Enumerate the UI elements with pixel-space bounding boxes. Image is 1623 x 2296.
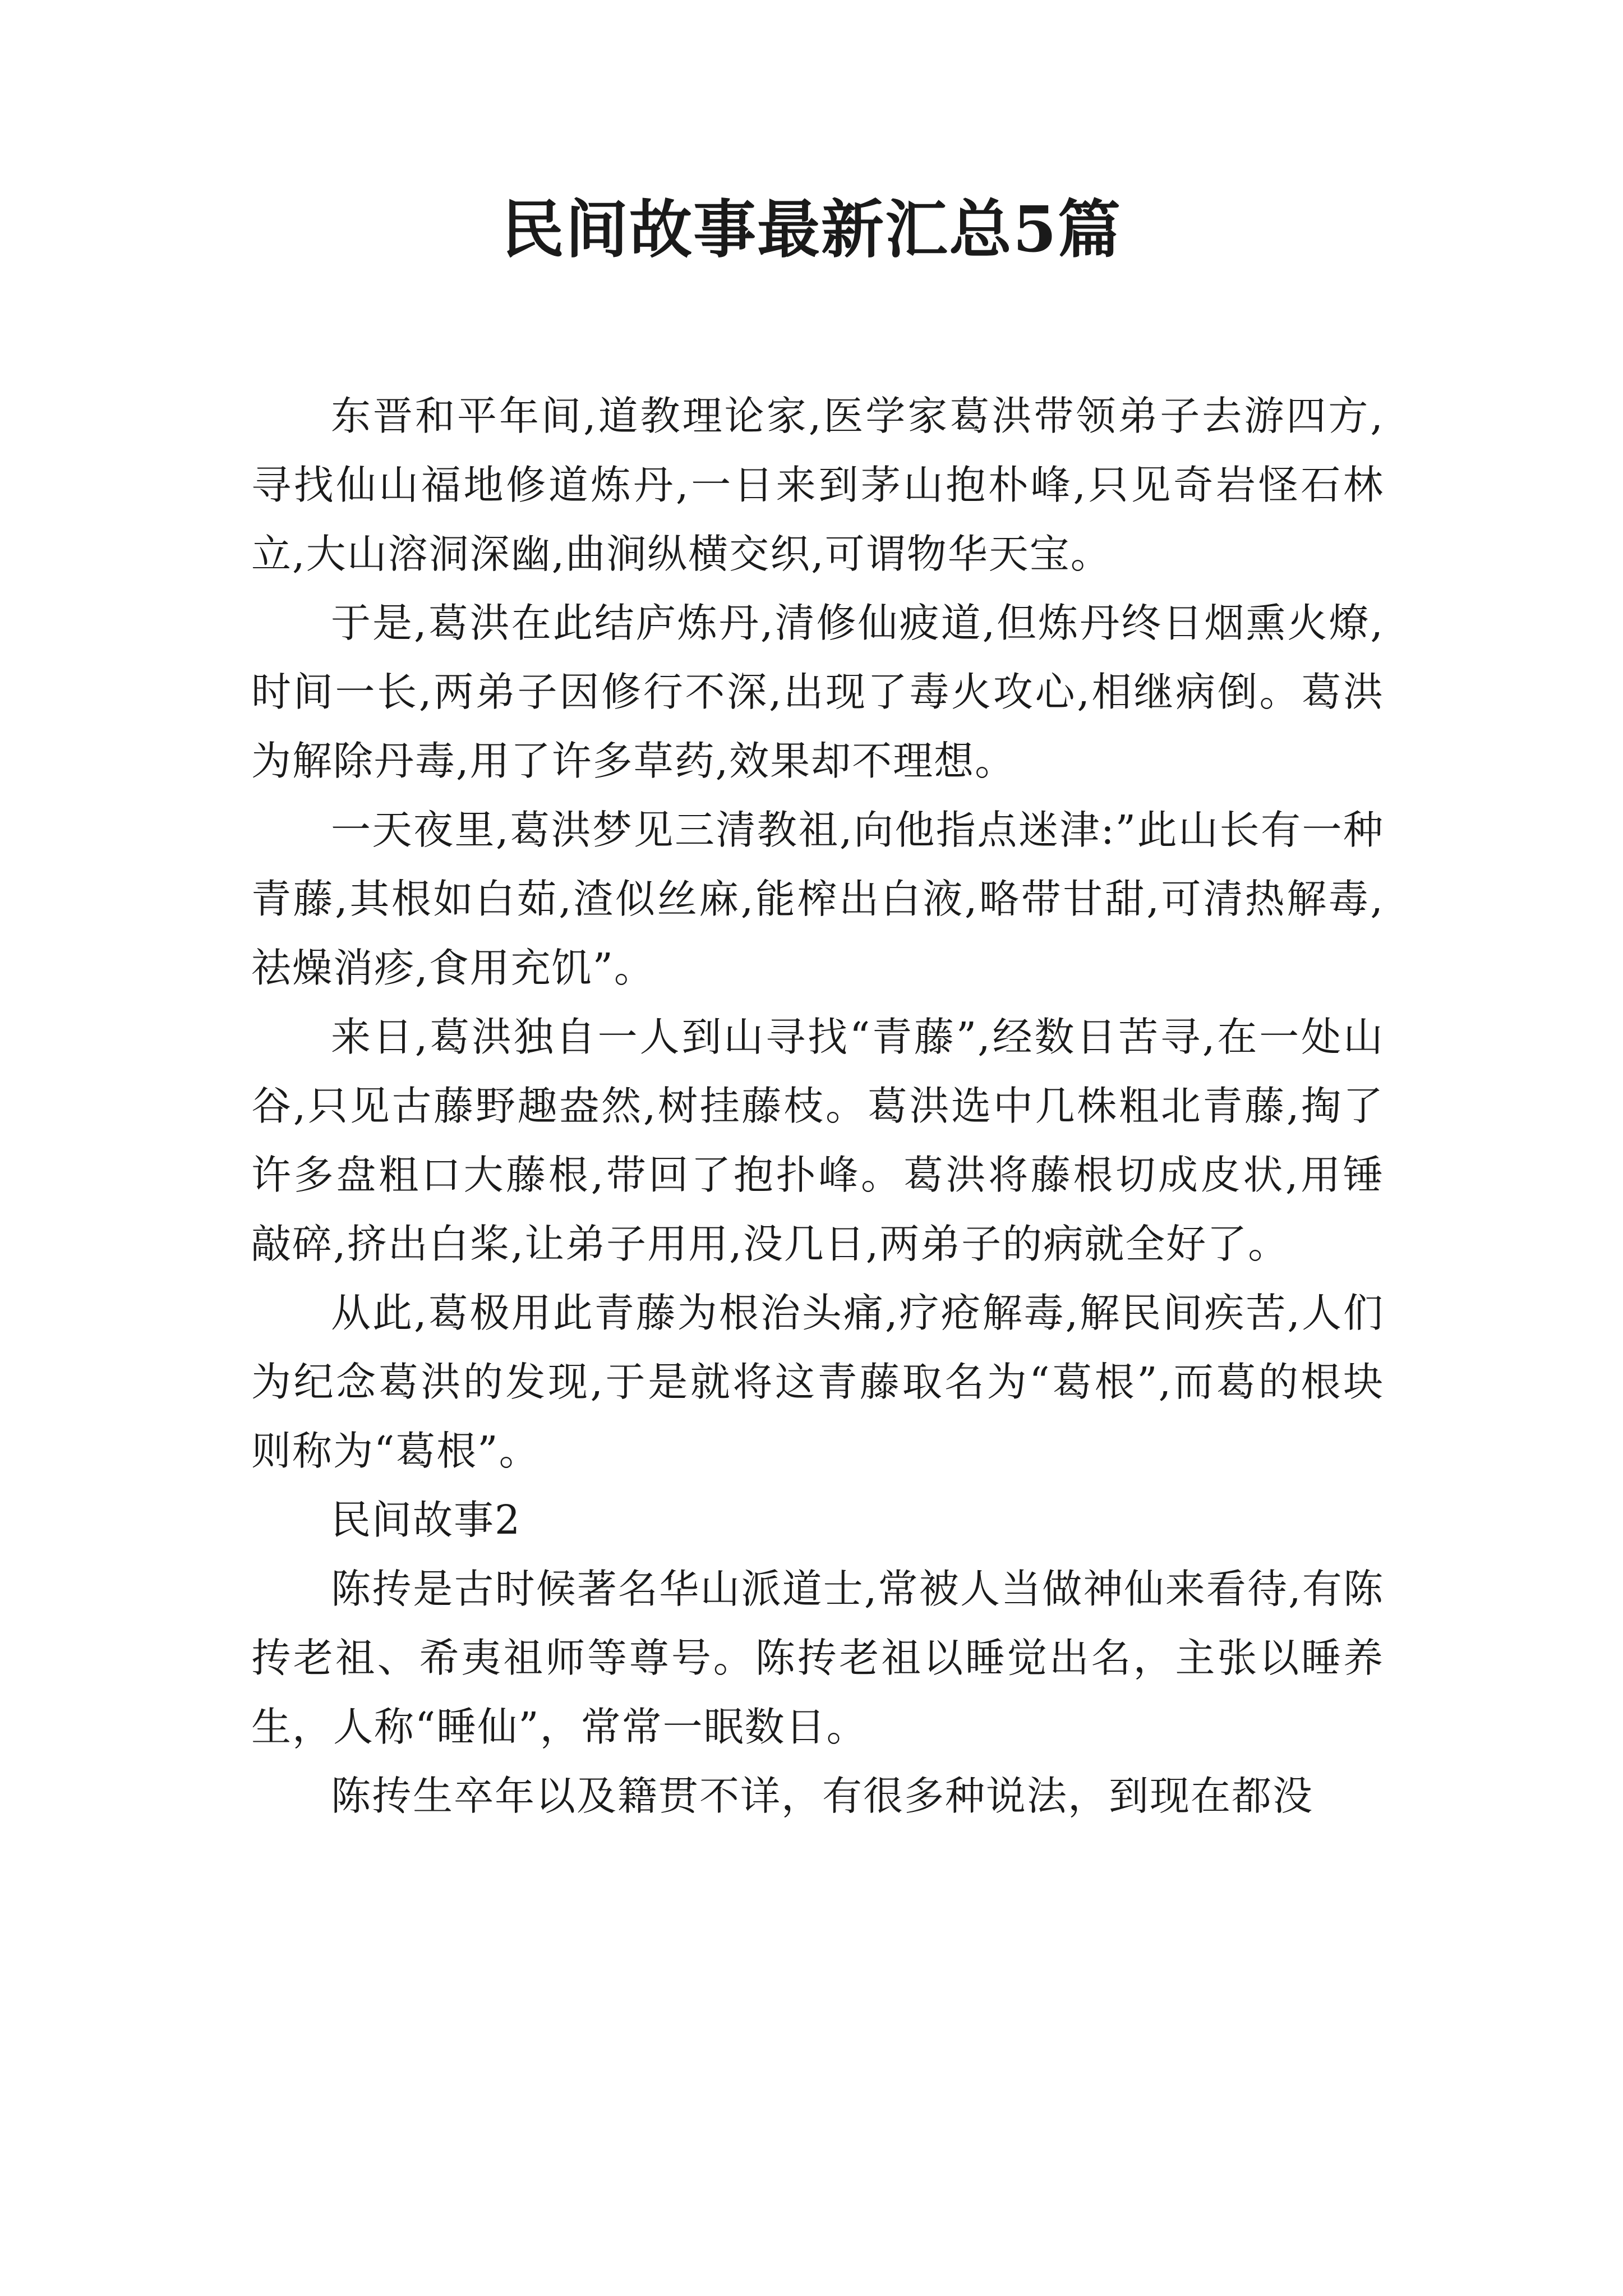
paragraph: 来日,葛洪独自一人到山寻找“青藤”,经数日苦寻,在一处山谷,只见古藤野趣盎然,树挂藤枝。葛洪选中几株粗北青藤,掏了许多盘粗口大藤根,带回了抱扑峰。葛洪将藤根切成皮状,用锤敲碎,挤出白桨,让弟子用用,没几日,两弟子的病就全好了。	[251, 1014, 1384, 1267]
paragraph: 东晋和平年间,道教理论家,医学家葛洪带领弟子去游四方,寻找仙山福地修道炼丹,一日来到茅山抱朴峰,只见奇岩怪石林立,大山溶洞深幽,曲涧纵横交织,可谓物华天宝。	[251, 393, 1384, 577]
paragraph: 于是,葛洪在此结庐炼丹,清修仙疲道,但炼丹终日烟熏火燎,时间一长,两弟子因修行不深,出现了毒火攻心,相继病倒。葛洪为解除丹毒,用了许多草药,效果却不理想。	[251, 600, 1384, 784]
paragraph: 一天夜里,葛洪梦见三清教祖,向他指点迷津:”此山长有一种青藤,其根如白茹,渣似丝麻,能榨出白液,略带甘甜,可清热解毒,祛燥消疹,食用充饥”。	[251, 807, 1384, 991]
document-title: 民间故事最新汇总5篇	[501, 193, 1122, 266]
paragraph: 陈抟生卒年以及籍贯不详，有很多种说法，到现在都没	[331, 1773, 1314, 1819]
document-body	[251, 381, 1384, 1830]
paragraph: 从此,葛极用此青藤为根治头痛,疗疮解毒,解民间疾苦,人们为纪念葛洪的发现,于是就将这青藤取名为“葛根”,而葛的根块则称为“葛根”。	[251, 1290, 1384, 1474]
paragraph: 陈抟是古时候著名华山派道士,常被人当做神仙来看待,有陈抟老祖、希夷祖师等尊号。陈抟老祖以睡觉出名，主张以睡养生，人称“睡仙”，常常一眠数日。	[251, 1566, 1384, 1750]
section-heading: 民间故事2	[331, 1497, 522, 1543]
